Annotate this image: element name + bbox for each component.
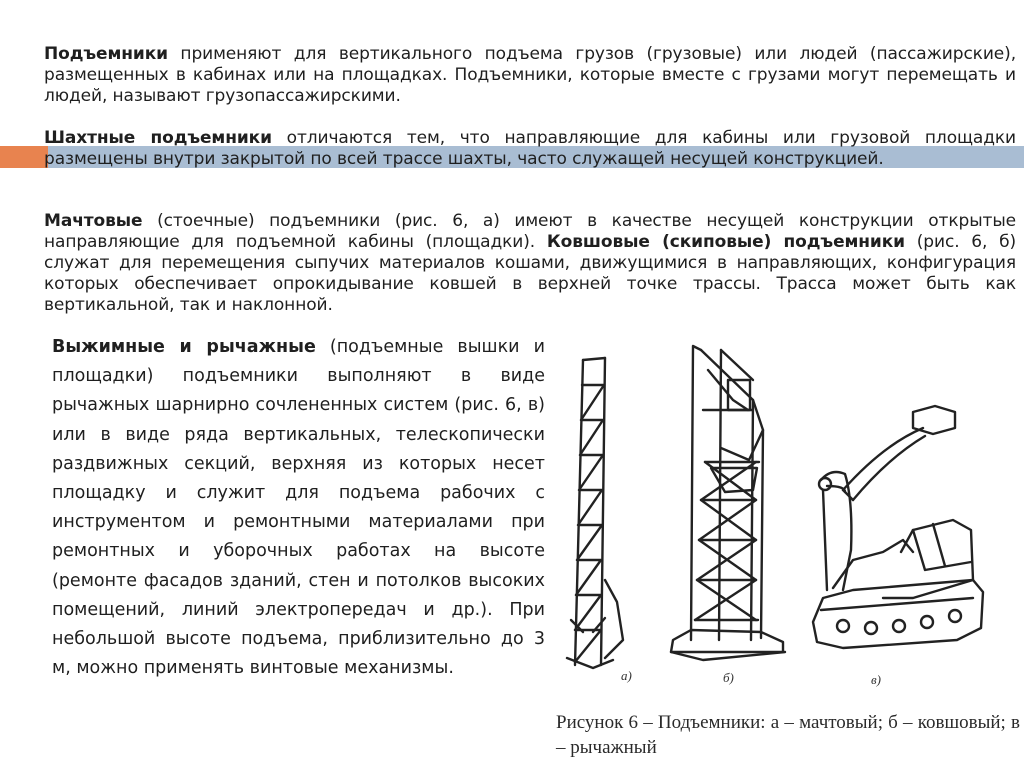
term-lifts: Подъемники	[44, 44, 168, 64]
paragraph-mast-lifts	[44, 211, 1016, 316]
lever-lift-drawing	[813, 406, 983, 648]
label-b: б)	[723, 670, 734, 685]
figure-lifts	[553, 340, 1024, 700]
paragraph-bucket-lifts-text: (рис. 6, б) служат для перемещения сыпучих материалов кошами, движущимися в направляющих, конфигурация которых обеспечивает опрокидывание ковшей в верхней точке трассы. Трасса может быть как вертикальной, так и наклонной.	[44, 232, 1016, 315]
paragraph-lever-lifts-text: (подъемные вышки и площадки) подъемники выполняют в виде рычажных шарнирно сочлененных систем (рис. 6, в) или в виде ряда вертикальных, телескопически раздвижных секций, верхняя из которых несет площадку и служит для подъема рабочих с инструментом и ремонтными материалами при ремонтных и уборочных работах на высоте (ремонте фасадов зданий, стен и потолков высоких помещений, линий электропередач и др.). При небольшой высоте подъема, приблизительно до 3 м, можно применять винтовые механизмы.	[52, 337, 545, 679]
label-a: а)	[621, 668, 632, 683]
paragraph-mast-lifts-text: (стоечные) подъемники (рис. 6, а) имеют в качестве несущей конструкции открытые направляющие для подъемной кабины (площадки).	[44, 211, 1016, 252]
figure-lifts-drawing	[553, 340, 1024, 700]
bucket-lift-drawing	[671, 346, 785, 660]
mast-lift-drawing	[567, 358, 623, 668]
paragraph-lifts	[44, 44, 1016, 107]
paragraph-lever-lifts	[52, 333, 545, 683]
paragraph-shaft-lifts-text: отличаются тем, что направляющие для кабины или грузовой площадки размещены внутри закрытой по всей трассе шахты, часто служащей несущей конструкцией.	[44, 128, 1016, 169]
term-bucket-lifts: Ковшовые (скиповые) подъемники	[546, 232, 905, 252]
label-c: в)	[871, 672, 881, 687]
term-mast-lifts: Мачтовые	[44, 211, 143, 231]
term-lever-lifts: Выжимные и рычажные	[52, 337, 316, 357]
paragraph-shaft-lifts	[44, 128, 1016, 170]
term-shaft-lifts: Шахтные подъемники	[44, 128, 272, 148]
figure-caption: Рисунок 6 – Подъемники: а – мачтовый; б – ковшовый; в – рычажный	[556, 712, 1020, 758]
paragraph-lifts-text: применяют для вертикального подъема грузов (грузовые) или людей (пассажирские), размещенных в кабинах или на площадках. Подъемники, которые вместе с грузами могут перемещать и людей, называют грузопассажирскими.	[44, 44, 1016, 106]
